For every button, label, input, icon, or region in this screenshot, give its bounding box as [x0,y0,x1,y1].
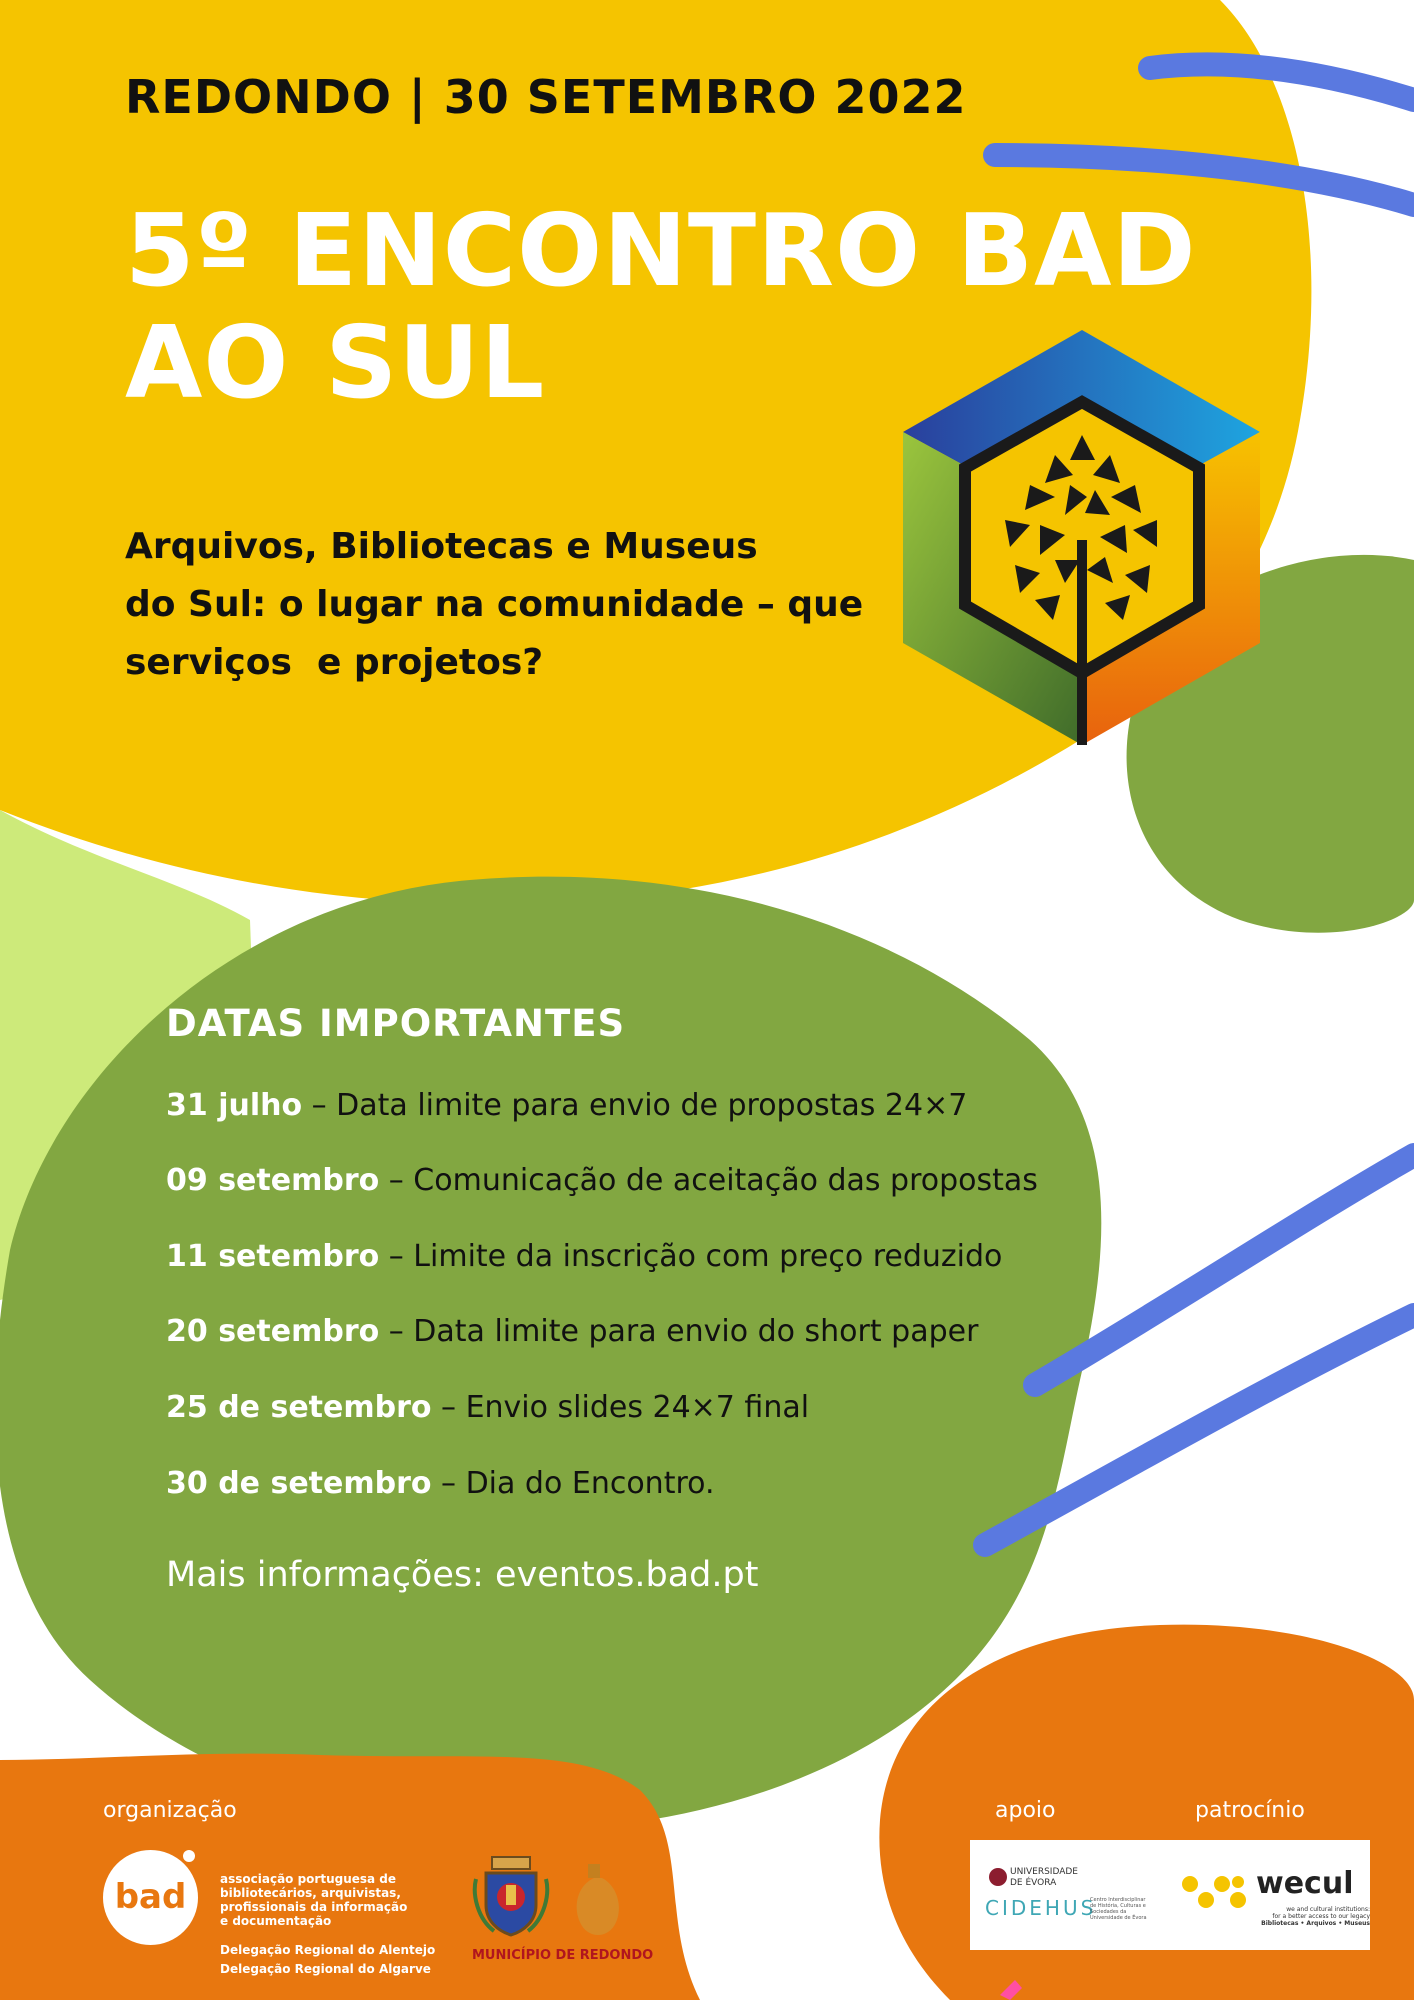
date-item-text: – Limite da inscrição com preço reduzido [379,1239,1003,1274]
apoio-label: apoio [995,1798,1056,1823]
wecul-tag-line: we and cultural institutions: [1286,1906,1370,1913]
date-item [166,1239,1002,1274]
organization-description [220,1872,407,1928]
date-item-date: 09 setembro [166,1163,380,1198]
date-item-text: – Dia do Encontro. [431,1466,715,1501]
wecul-tagline [1250,1906,1370,1927]
date-item-date: 31 julho [166,1088,303,1123]
organizacao-label: organização [103,1798,237,1823]
org-desc-line: e documentação [220,1914,332,1928]
date-item [166,1314,978,1349]
redondo-crest-icon [470,1855,552,1939]
ue-name-line: DE ÉVORA [1010,1878,1057,1888]
bad-logo-dot [183,1850,195,1862]
bad-logo: bad [103,1850,198,1945]
wecul-logo-icon [1180,1870,1252,1914]
event-date-location: REDONDO | 30 SETEMBRO 2022 [125,70,967,124]
title-line-1: 5º ENCONTRO BAD [125,192,1197,309]
subtitle-line-1: Arquivos, Bibliotecas e Museus [125,526,758,567]
date-item [166,1088,967,1123]
date-item-text: – Envio slides 24×7 final [431,1390,810,1425]
more-info-link[interactable]: eventos.bad.pt [495,1555,759,1595]
date-item-date: 30 de setembro [166,1466,432,1501]
date-item-text: – Data limite para envio de propostas 24×7 [302,1088,968,1123]
date-item-date: 11 setembro [166,1239,380,1274]
cidehus-logo: CIDEHUS [985,1896,1097,1920]
date-item-text: – Comunicação de aceitação das propostas [379,1163,1038,1198]
wecul-logo-text: wecul [1256,1866,1354,1901]
date-item-date: 20 setembro [166,1314,380,1349]
date-item [166,1390,809,1425]
universidade-evora-name [1010,1867,1078,1889]
cidehus-description: Centro Interdisciplinar de História, Culturas e Sociedades da Universidade de Évora [1090,1897,1147,1921]
more-info [166,1555,758,1595]
wecul-tag-line: Bibliotecas • Arquivos • Museus [1261,1920,1370,1927]
municipio-de-redondo: MUNICÍPIO DE REDONDO [472,1948,654,1963]
universidade-evora-logo-icon [989,1868,1007,1886]
jug-icon [568,1860,628,1940]
subtitle [125,518,885,692]
org-desc-line: bibliotecários, arquivistas, [220,1886,401,1900]
subtitle-line-3: serviços e projetos? [125,642,544,683]
date-item [166,1163,1038,1198]
org-desc-line: profissionais da informação [220,1900,408,1914]
patrocinio-label: patrocínio [1195,1798,1305,1823]
subtitle-line-2: do Sul: o lugar na comunidade – que [125,584,864,625]
wecul-tag-line: for a better access to our legacy [1272,1913,1370,1920]
date-item-date: 25 de setembro [166,1390,432,1425]
more-info-label: Mais informações: [166,1555,496,1595]
org-desc-line: associação portuguesa de [220,1872,397,1886]
delegacao-algarve: Delegação Regional do Algarve [220,1962,431,1976]
important-dates-heading: DATAS IMPORTANTES [166,1002,626,1045]
title-line-2: AO SUL [125,304,546,421]
delegacao-alentejo: Delegação Regional do Alentejo [220,1943,436,1957]
ue-name-line: UNIVERSIDADE [1010,1867,1078,1877]
date-item [166,1466,715,1501]
page-title [125,192,1225,421]
date-item-text: – Data limite para envio do short paper [379,1314,979,1349]
